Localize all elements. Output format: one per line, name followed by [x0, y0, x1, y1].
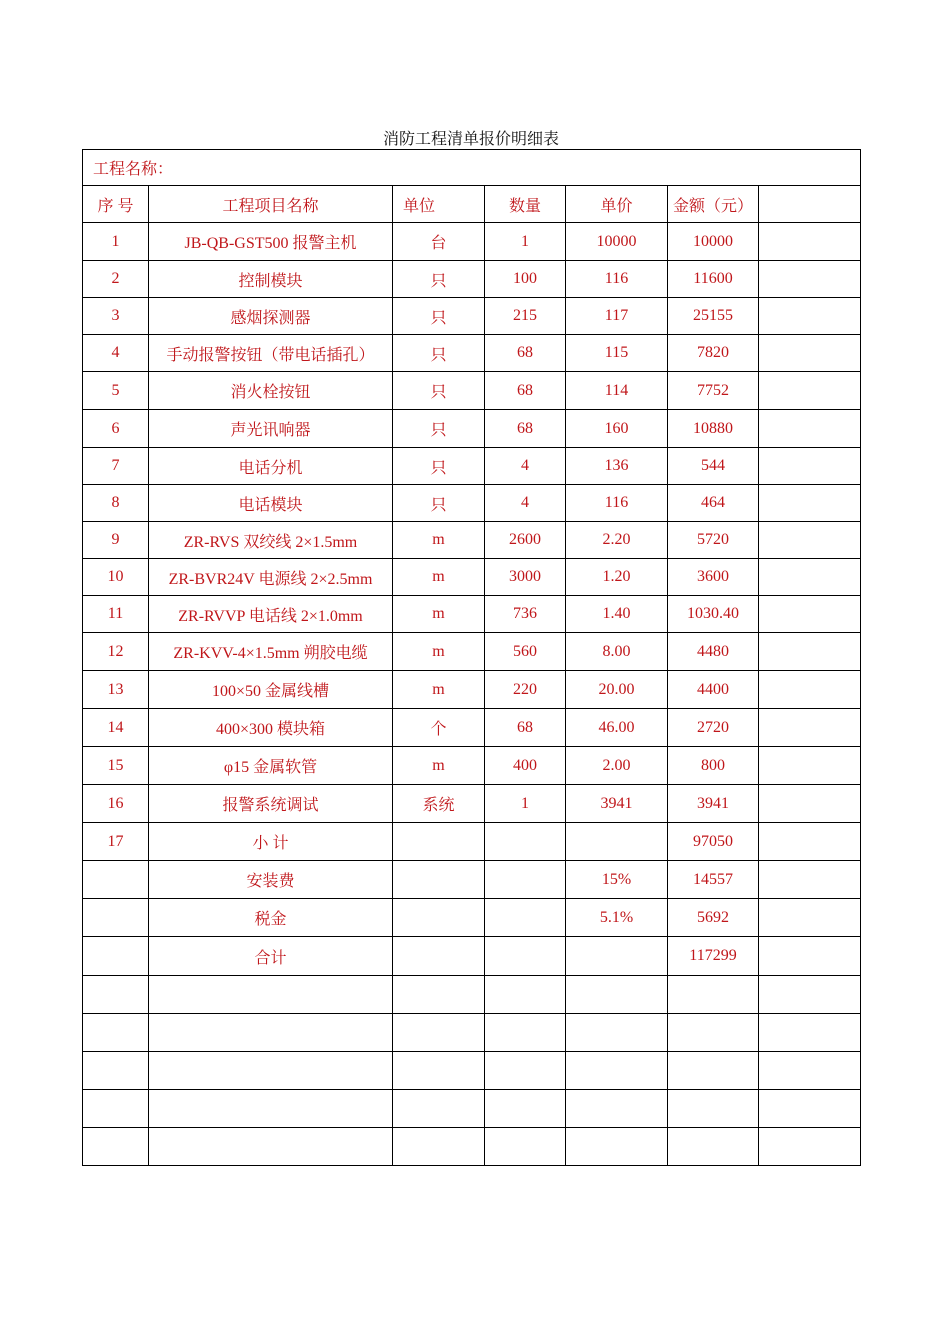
cell-remark	[759, 823, 861, 861]
cell-remark	[759, 1128, 861, 1166]
table-row	[83, 937, 861, 976]
cell-index	[83, 1052, 149, 1090]
header-amount: 金额（元）	[668, 186, 759, 223]
cell-index: 17	[83, 823, 149, 861]
table-row	[83, 1014, 861, 1052]
cell-remark	[759, 671, 861, 709]
cell-amount	[668, 1128, 759, 1166]
cell-item-name: 电话模块	[149, 485, 393, 522]
cell-unit: 只	[393, 298, 485, 335]
cell-item-name: JB-QB-GST500 报警主机	[149, 223, 393, 261]
cell-remark	[759, 448, 861, 485]
cell-unit-price: 3941	[566, 785, 668, 823]
cell-amount: 117299	[668, 937, 759, 976]
cell-quantity: 400	[485, 747, 566, 785]
cell-quantity	[485, 1014, 566, 1052]
cell-amount: 11600	[668, 261, 759, 298]
table-row	[83, 861, 861, 899]
cell-index: 11	[83, 596, 149, 633]
cell-amount	[668, 1090, 759, 1128]
cell-remark	[759, 596, 861, 633]
table-row	[83, 747, 861, 785]
cell-unit: m	[393, 633, 485, 671]
cell-item-name: ZR-BVR24V 电源线 2×2.5mm	[149, 559, 393, 596]
project-name-label: 工程名称：	[83, 150, 861, 186]
cell-unit	[393, 823, 485, 861]
table-row	[83, 410, 861, 448]
table-row	[83, 1090, 861, 1128]
cell-remark	[759, 785, 861, 823]
cell-amount: 544	[668, 448, 759, 485]
cell-index	[83, 1090, 149, 1128]
cell-unit-price	[566, 1128, 668, 1166]
cell-item-name	[149, 1052, 393, 1090]
cell-index: 5	[83, 372, 149, 410]
cell-item-name	[149, 1128, 393, 1166]
cell-unit-price: 8.00	[566, 633, 668, 671]
cell-remark	[759, 485, 861, 522]
cell-unit: 只	[393, 261, 485, 298]
cell-quantity	[485, 976, 566, 1014]
cell-unit-price: 116	[566, 485, 668, 522]
cell-unit-price: 5.1%	[566, 899, 668, 937]
header-unit: 单位	[393, 186, 485, 223]
cell-quantity: 2600	[485, 522, 566, 559]
cell-quantity: 1	[485, 223, 566, 261]
cell-index	[83, 861, 149, 899]
header-quantity: 数量	[485, 186, 566, 223]
cell-unit-price	[566, 1090, 668, 1128]
cell-quantity: 560	[485, 633, 566, 671]
cell-amount	[668, 1052, 759, 1090]
table-row	[83, 633, 861, 671]
quotation-table	[82, 149, 861, 1166]
cell-unit-price: 15%	[566, 861, 668, 899]
cell-unit-price: 160	[566, 410, 668, 448]
cell-amount: 2720	[668, 709, 759, 747]
header-item-name: 工程项目名称	[149, 186, 393, 223]
project-name-row	[83, 150, 861, 186]
cell-unit-price: 10000	[566, 223, 668, 261]
table-row	[83, 671, 861, 709]
cell-unit-price: 114	[566, 372, 668, 410]
cell-unit: m	[393, 522, 485, 559]
cell-amount: 7752	[668, 372, 759, 410]
cell-unit: 只	[393, 372, 485, 410]
cell-remark	[759, 298, 861, 335]
cell-quantity: 68	[485, 410, 566, 448]
cell-quantity	[485, 937, 566, 976]
cell-unit-price: 116	[566, 261, 668, 298]
cell-unit	[393, 937, 485, 976]
cell-index: 9	[83, 522, 149, 559]
table-row	[83, 823, 861, 861]
cell-remark	[759, 899, 861, 937]
table-row	[83, 298, 861, 335]
cell-unit-price: 115	[566, 335, 668, 372]
cell-remark	[759, 937, 861, 976]
cell-index: 8	[83, 485, 149, 522]
cell-amount: 97050	[668, 823, 759, 861]
cell-item-name: 消火栓按钮	[149, 372, 393, 410]
cell-unit: 台	[393, 223, 485, 261]
cell-remark	[759, 976, 861, 1014]
cell-unit	[393, 1090, 485, 1128]
cell-quantity: 220	[485, 671, 566, 709]
table-row	[83, 899, 861, 937]
cell-quantity	[485, 861, 566, 899]
cell-amount: 10000	[668, 223, 759, 261]
cell-unit: 只	[393, 335, 485, 372]
cell-unit	[393, 899, 485, 937]
cell-index	[83, 976, 149, 1014]
cell-item-name	[149, 1014, 393, 1052]
table-row	[83, 559, 861, 596]
cell-quantity: 4	[485, 448, 566, 485]
cell-index: 4	[83, 335, 149, 372]
cell-index: 13	[83, 671, 149, 709]
cell-item-name: 报警系统调试	[149, 785, 393, 823]
cell-item-name: ZR-KVV-4×1.5mm 朔胶电缆	[149, 633, 393, 671]
table-row	[83, 261, 861, 298]
cell-quantity: 4	[485, 485, 566, 522]
cell-index	[83, 1014, 149, 1052]
header-unit-price: 单价	[566, 186, 668, 223]
cell-unit: m	[393, 671, 485, 709]
cell-unit-price	[566, 1052, 668, 1090]
cell-amount: 4400	[668, 671, 759, 709]
header-index: 序 号	[83, 186, 149, 223]
cell-unit	[393, 1128, 485, 1166]
cell-index	[83, 899, 149, 937]
cell-remark	[759, 559, 861, 596]
cell-item-name: 合计	[149, 937, 393, 976]
header-remark	[759, 186, 861, 223]
cell-quantity: 215	[485, 298, 566, 335]
cell-remark	[759, 372, 861, 410]
cell-amount: 14557	[668, 861, 759, 899]
cell-item-name: 小 计	[149, 823, 393, 861]
cell-item-name: 感烟探测器	[149, 298, 393, 335]
cell-quantity: 68	[485, 709, 566, 747]
cell-unit: m	[393, 747, 485, 785]
table-row	[83, 1128, 861, 1166]
cell-item-name: 税金	[149, 899, 393, 937]
cell-amount	[668, 976, 759, 1014]
table-row	[83, 485, 861, 522]
cell-quantity	[485, 1128, 566, 1166]
cell-amount: 10880	[668, 410, 759, 448]
table-row	[83, 522, 861, 559]
cell-amount: 5720	[668, 522, 759, 559]
table-row	[83, 1052, 861, 1090]
cell-unit	[393, 861, 485, 899]
cell-item-name: ZR-RVS 双绞线 2×1.5mm	[149, 522, 393, 559]
cell-index: 3	[83, 298, 149, 335]
cell-amount: 464	[668, 485, 759, 522]
cell-amount: 3600	[668, 559, 759, 596]
cell-unit-price	[566, 823, 668, 861]
cell-unit-price: 1.40	[566, 596, 668, 633]
header-row	[83, 186, 861, 223]
cell-item-name: 控制模块	[149, 261, 393, 298]
cell-index	[83, 937, 149, 976]
cell-unit: m	[393, 596, 485, 633]
cell-amount: 3941	[668, 785, 759, 823]
cell-unit-price: 2.20	[566, 522, 668, 559]
cell-quantity: 736	[485, 596, 566, 633]
document-title: 消防工程清单报价明细表	[382, 131, 559, 148]
cell-quantity: 1	[485, 785, 566, 823]
cell-remark	[759, 223, 861, 261]
table-row	[83, 709, 861, 747]
cell-remark	[759, 1090, 861, 1128]
cell-index: 12	[83, 633, 149, 671]
table-row	[83, 785, 861, 823]
cell-quantity: 3000	[485, 559, 566, 596]
cell-unit	[393, 976, 485, 1014]
cell-unit-price	[566, 1014, 668, 1052]
cell-index: 10	[83, 559, 149, 596]
cell-unit: 个	[393, 709, 485, 747]
cell-unit: 只	[393, 485, 485, 522]
cell-unit	[393, 1014, 485, 1052]
cell-amount: 4480	[668, 633, 759, 671]
cell-unit-price: 20.00	[566, 671, 668, 709]
cell-unit: 系统	[393, 785, 485, 823]
cell-unit: 只	[393, 448, 485, 485]
cell-amount	[668, 1014, 759, 1052]
cell-unit-price	[566, 976, 668, 1014]
cell-remark	[759, 747, 861, 785]
cell-unit-price: 117	[566, 298, 668, 335]
cell-quantity	[485, 823, 566, 861]
cell-index: 7	[83, 448, 149, 485]
cell-index: 16	[83, 785, 149, 823]
cell-unit-price: 136	[566, 448, 668, 485]
cell-unit-price: 46.00	[566, 709, 668, 747]
table-row	[83, 596, 861, 633]
cell-quantity: 68	[485, 335, 566, 372]
cell-remark	[759, 261, 861, 298]
cell-index	[83, 1128, 149, 1166]
cell-quantity: 68	[485, 372, 566, 410]
cell-unit-price	[566, 937, 668, 976]
cell-index: 15	[83, 747, 149, 785]
cell-unit-price: 2.00	[566, 747, 668, 785]
cell-index: 2	[83, 261, 149, 298]
cell-index: 14	[83, 709, 149, 747]
cell-remark	[759, 633, 861, 671]
cell-remark	[759, 709, 861, 747]
cell-item-name	[149, 1090, 393, 1128]
table-row	[83, 372, 861, 410]
cell-remark	[759, 1052, 861, 1090]
cell-item-name: ZR-RVVP 电话线 2×1.0mm	[149, 596, 393, 633]
cell-amount: 7820	[668, 335, 759, 372]
cell-unit-price: 1.20	[566, 559, 668, 596]
cell-index: 6	[83, 410, 149, 448]
cell-amount: 25155	[668, 298, 759, 335]
table-row	[83, 223, 861, 261]
cell-item-name: 安装费	[149, 861, 393, 899]
cell-item-name: 400×300 模块箱	[149, 709, 393, 747]
table-row	[83, 448, 861, 485]
cell-index: 1	[83, 223, 149, 261]
cell-remark	[759, 861, 861, 899]
cell-item-name: 电话分机	[149, 448, 393, 485]
cell-quantity	[485, 1090, 566, 1128]
cell-unit: 只	[393, 410, 485, 448]
cell-quantity: 100	[485, 261, 566, 298]
cell-remark	[759, 410, 861, 448]
cell-item-name: 手动报警按钮（带电话插孔）	[149, 335, 393, 372]
cell-quantity	[485, 1052, 566, 1090]
cell-item-name: 声光讯响器	[149, 410, 393, 448]
cell-item-name: φ15 金属软管	[149, 747, 393, 785]
cell-remark	[759, 522, 861, 559]
cell-remark	[759, 335, 861, 372]
cell-item-name: 100×50 金属线槽	[149, 671, 393, 709]
cell-quantity	[485, 899, 566, 937]
table-row	[83, 976, 861, 1014]
table-row	[83, 335, 861, 372]
cell-item-name	[149, 976, 393, 1014]
cell-unit: m	[393, 559, 485, 596]
cell-amount: 800	[668, 747, 759, 785]
cell-amount: 1030.40	[668, 596, 759, 633]
cell-remark	[759, 1014, 861, 1052]
cell-amount: 5692	[668, 899, 759, 937]
cell-unit	[393, 1052, 485, 1090]
